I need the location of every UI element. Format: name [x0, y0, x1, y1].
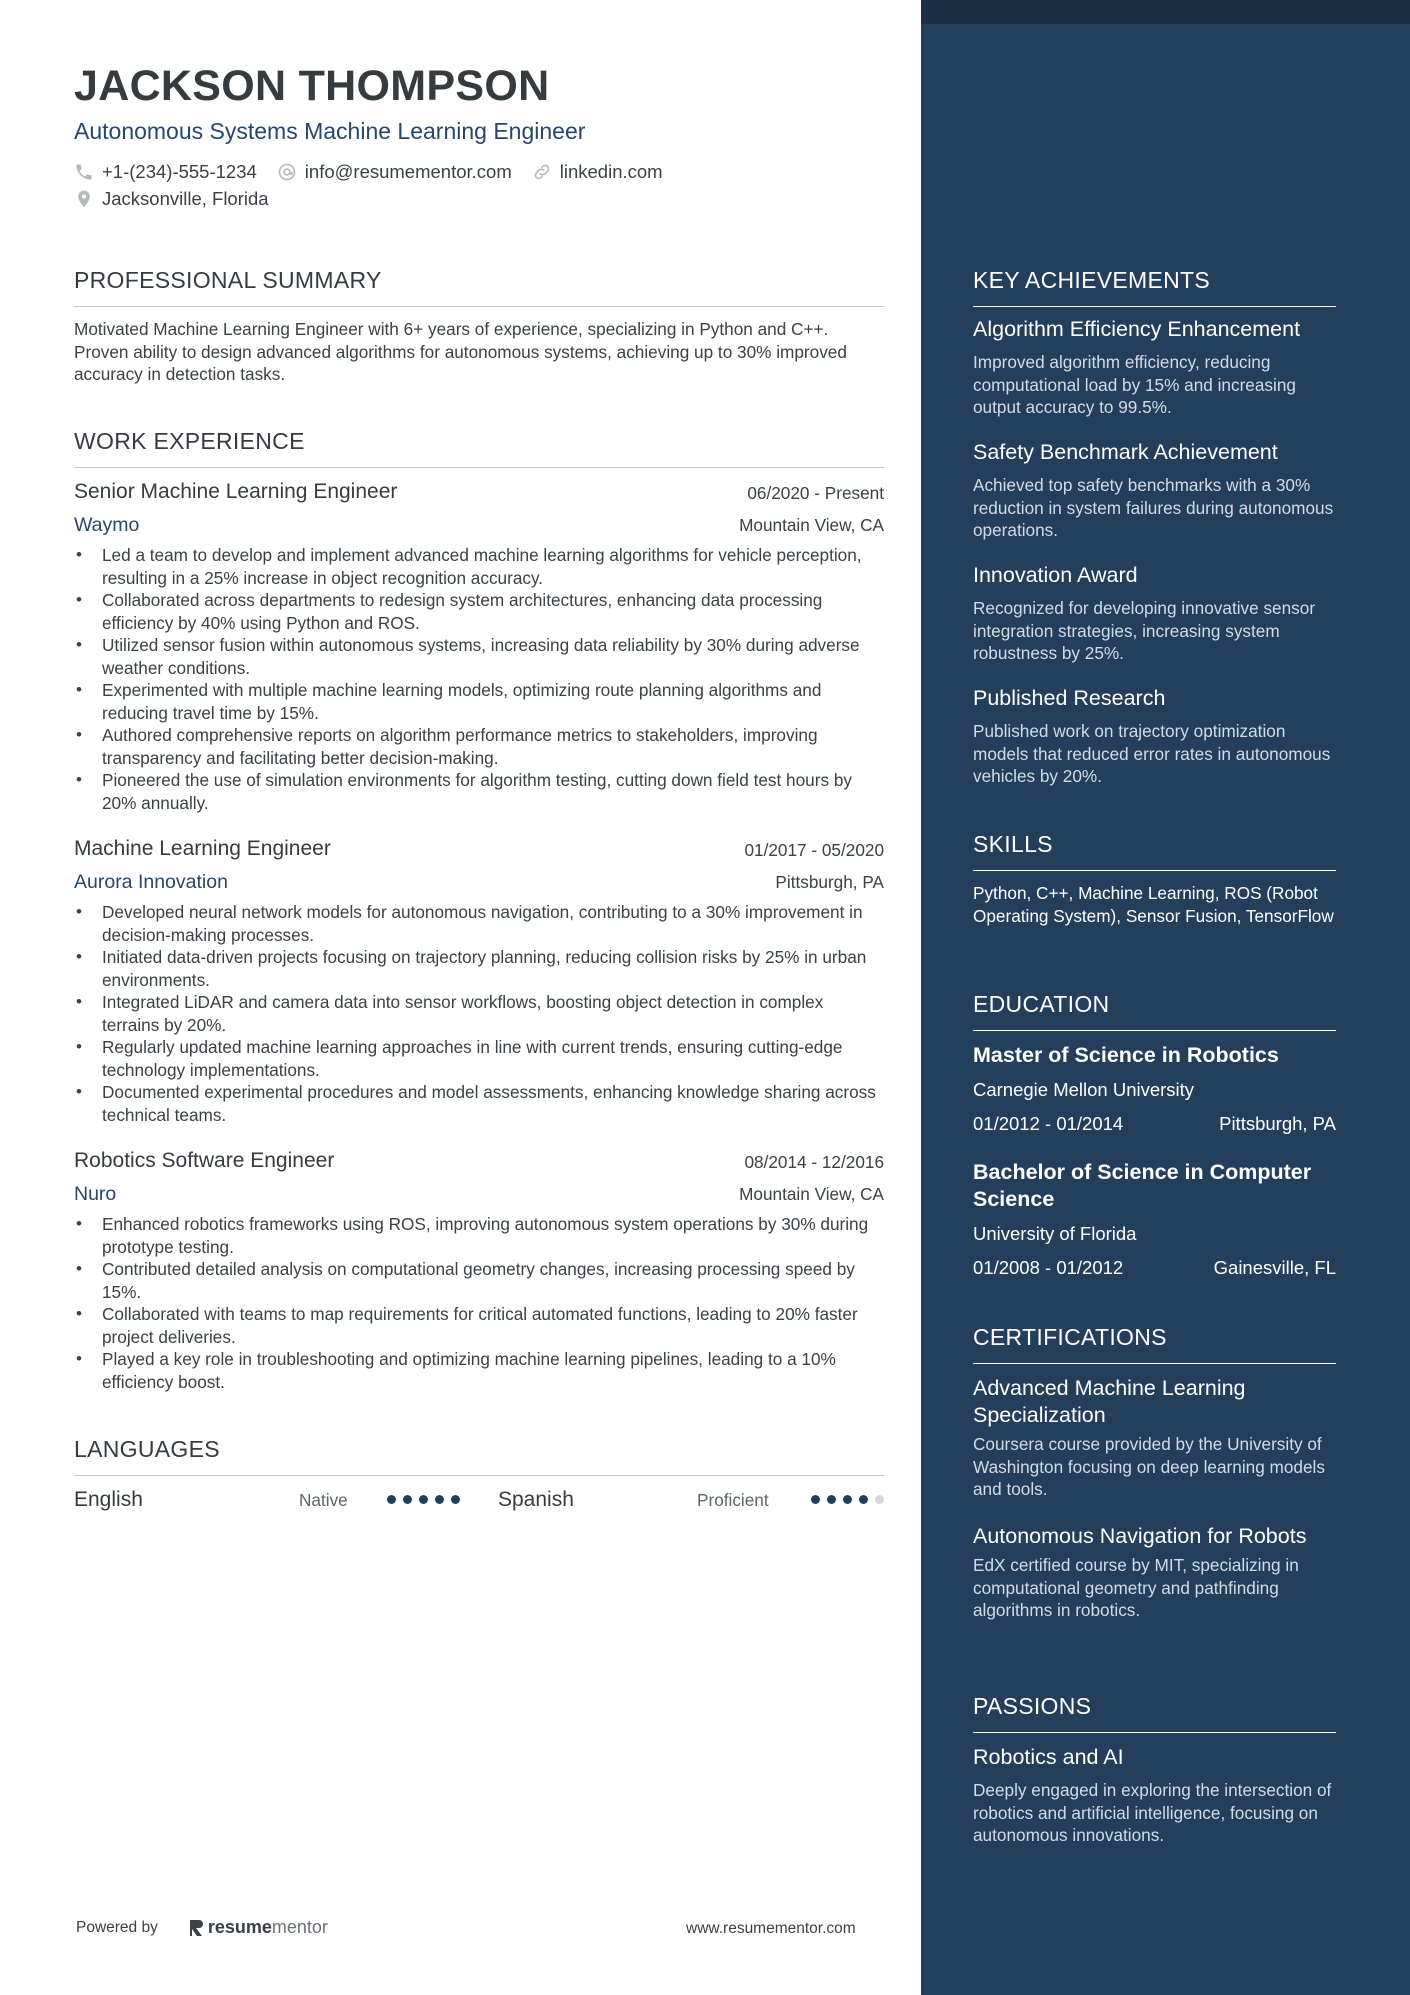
skills-list: [973, 882, 1336, 927]
job-dates: 01/2017 - 05/2020: [744, 840, 884, 860]
education-item: [973, 1159, 1336, 1281]
education-item: [973, 1042, 1336, 1137]
education-school: Carnegie Mellon University: [973, 1079, 1195, 1100]
job-bullet: • Experimented with multiple machine learning models, optimizing route planning algorithms and reducing travel time by 15%.: [74, 679, 884, 724]
job-bullet: • Documented experimental procedures and model assessments, enhancing knowledge sharing across technical teams.: [74, 1081, 884, 1126]
passions-title: PASSIONS: [973, 1693, 1336, 1733]
job-bullets: [74, 544, 884, 814]
job-role: Machine Learning Engineer: [74, 837, 331, 860]
education-dates: 01/2008 - 01/2012: [973, 1257, 1124, 1278]
achievement-item: [973, 685, 1336, 788]
job-company: Nuro: [74, 1183, 117, 1205]
education-degree: Master of Science in Robotics: [973, 1043, 1279, 1067]
passion-text: Deeply engaged in exploring the intersection of robotics and artificial intelligence, focusing on autonomous innovations.: [973, 1780, 1332, 1845]
languages-title: LANGUAGES: [74, 1436, 884, 1476]
education-title: EDUCATION: [973, 991, 1336, 1031]
rating-dot-filled: [811, 1495, 820, 1504]
rating-dot-empty: [875, 1495, 884, 1504]
candidate-title: Autonomous Systems Machine Learning Engineer: [74, 118, 586, 144]
job-company: Waymo: [74, 514, 140, 536]
job-bullet: • Collaborated across departments to redesign system architectures, enhancing data processing efficiency by 40% using Python and ROS.: [74, 589, 884, 634]
language-rating: [387, 1495, 467, 1504]
sidebar-topbar: [921, 0, 1410, 24]
contact-location: [74, 188, 269, 210]
languages-row: [74, 1484, 884, 1516]
rating-dot-filled: [843, 1495, 852, 1504]
job-role: Robotics Software Engineer: [74, 1149, 335, 1172]
job-bullet: • Utilized sensor fusion within autonomous systems, increasing data reliability by 30% during adverse weather conditions.: [74, 634, 884, 679]
contact-email[interactable]: [277, 161, 512, 183]
job-company: Aurora Innovation: [74, 871, 228, 893]
contact-phone[interactable]: [74, 161, 257, 183]
job-bullet: • Pioneered the use of simulation environments for algorithm testing, cutting down field test hours by 20% annually.: [74, 769, 884, 814]
certification-text: Coursera course provided by the University of Washington focusing on deep learning models and tools.: [973, 1434, 1325, 1499]
experience-title: WORK EXPERIENCE: [74, 428, 884, 468]
language-level: Native: [299, 1490, 348, 1510]
job-bullets: [74, 1213, 884, 1393]
rating-dot-filled: [859, 1495, 868, 1504]
achievement-heading: Innovation Award: [973, 563, 1138, 587]
certification-item: [973, 1375, 1336, 1501]
rating-dot-filled: [451, 1495, 460, 1504]
location-text: Jacksonville, Florida: [102, 188, 269, 209]
achievement-heading: Algorithm Efficiency Enhancement: [973, 317, 1301, 341]
job-bullet: • Integrated LiDAR and camera data into sensor workflows, boosting object detection in complex terrains by 20%.: [74, 991, 884, 1036]
brand-bold: resume: [207, 1917, 272, 1937]
brand-light: mentor: [271, 1917, 328, 1937]
job-bullet: • Initiated data-driven projects focusing on trajectory planning, reducing collision risks by 25% in urban environments.: [74, 946, 884, 991]
passion-heading: Robotics and AI: [973, 1745, 1124, 1769]
job-entry-waymo: [74, 480, 884, 814]
location-pin-icon: [74, 189, 94, 209]
job-bullets: [74, 901, 884, 1126]
language-item-english: [74, 1484, 474, 1516]
contact-row: [74, 161, 683, 183]
job-bullet: • Regularly updated machine learning approaches in line with current trends, ensuring cutting-edge technology implementations.: [74, 1036, 884, 1081]
job-bullet: • Collaborated with teams to map requirements for critical automated functions, leading to 20% faster project deliveries.: [74, 1303, 884, 1348]
language-level: Proficient: [697, 1490, 769, 1510]
certification-text: EdX certified course by MIT, specializing in computational geometry and pathfinding algorithms in robotics.: [973, 1555, 1299, 1620]
education-degree: Bachelor of Science in Computer Science: [973, 1160, 1312, 1211]
powered-by-text: Powered by: [76, 1918, 158, 1936]
rating-dot-filled: [419, 1495, 428, 1504]
job-bullet: • Contributed detailed analysis on computational geometry changes, increasing processing speed by 15%.: [74, 1258, 884, 1303]
summary-text: Motivated Machine Learning Engineer with 6+ years of experience, specializing in Python and C++. Proven ability to design advanced algorithms for autonomous systems, achieving up to 30% improved accuracy in detection tasks.: [74, 319, 847, 384]
phone-icon: [74, 162, 94, 182]
footer-website-link[interactable]: www.resumementor.com: [686, 1920, 856, 1937]
job-entry-aurora: [74, 837, 884, 1126]
language-name: English: [74, 1488, 143, 1511]
achievement-item: [973, 562, 1336, 665]
at-icon: [277, 162, 297, 182]
rating-dot-filled: [387, 1495, 396, 1504]
language-item-spanish: [498, 1484, 884, 1516]
footer-powered: [76, 1917, 328, 1938]
link-icon: [532, 162, 552, 182]
job-location: Mountain View, CA: [739, 1184, 884, 1204]
achievement-text: Published work on trajectory optimization models that reduced error rates in autonomous vehicles by 20%.: [973, 721, 1331, 786]
education-location: Pittsburgh, PA: [1219, 1113, 1336, 1134]
rating-dot-filled: [403, 1495, 412, 1504]
education-dates: 01/2012 - 01/2014: [973, 1113, 1124, 1134]
job-bullet: • Led a team to develop and implement advanced machine learning algorithms for vehicle perception, resulting in a 25% increase in object recognition accuracy.: [74, 544, 884, 589]
achievement-item: [973, 316, 1336, 419]
education-school: University of Florida: [973, 1223, 1137, 1244]
certification-item: [973, 1523, 1336, 1622]
achievement-heading: Published Research: [973, 686, 1166, 710]
achievement-text: Achieved top safety benchmarks with a 30% reduction in system failures during autonomous operations.: [973, 475, 1334, 540]
email-text: info@resumementor.com: [304, 161, 512, 182]
certification-heading: Autonomous Navigation for Robots: [973, 1524, 1307, 1548]
passion-item: [973, 1744, 1336, 1847]
job-entry-nuro: [74, 1149, 884, 1393]
job-bullet: • Developed neural network models for autonomous navigation, contributing to a 30% improvement in decision-making processes.: [74, 901, 884, 946]
job-location: Pittsburgh, PA: [775, 872, 884, 892]
skills-title: SKILLS: [973, 831, 1336, 871]
resumementor-logo-icon: [188, 1919, 204, 1937]
candidate-name: JACKSON THOMPSON: [74, 62, 550, 110]
skills-text: Python, C++, Machine Learning, ROS (Robot Operating System), Sensor Fusion, TensorFlow: [973, 883, 1334, 926]
rating-dot-filled: [435, 1495, 444, 1504]
achievement-text: Improved algorithm efficiency, reducing computational load by 15% and increasing output accuracy to 99.5%.: [973, 352, 1296, 417]
achievement-heading: Safety Benchmark Achievement: [973, 440, 1278, 464]
job-dates: 08/2014 - 12/2016: [744, 1152, 884, 1172]
job-bullet: • Authored comprehensive reports on algorithm performance metrics to stakeholders, improving transparency and facilitating better decision-making.: [74, 724, 884, 769]
job-bullet: • Enhanced robotics frameworks using ROS, improving autonomous system operations by 30% during prototype testing.: [74, 1213, 884, 1258]
achievements-title: KEY ACHIEVEMENTS: [973, 267, 1336, 307]
job-dates: 06/2020 - Present: [747, 483, 884, 503]
contact-linkedin[interactable]: [532, 161, 663, 183]
achievement-text: Recognized for developing innovative sensor integration strategies, increasing system robustness by 25%.: [973, 598, 1316, 663]
certification-heading: Advanced Machine Learning Specialization: [973, 1376, 1246, 1427]
language-name: Spanish: [498, 1488, 574, 1511]
achievement-item: [973, 439, 1336, 542]
certifications-title: CERTIFICATIONS: [973, 1324, 1336, 1364]
summary-title: PROFESSIONAL SUMMARY: [74, 267, 884, 307]
contact-row-location: [74, 188, 289, 210]
job-role: Senior Machine Learning Engineer: [74, 480, 398, 503]
education-location: Gainesville, FL: [1213, 1257, 1336, 1278]
rating-dot-filled: [827, 1495, 836, 1504]
language-rating: [811, 1495, 891, 1504]
phone-text: +1-(234)-555-1234: [102, 161, 257, 182]
footer-brand-logo[interactable]: [188, 1917, 328, 1938]
linkedin-text: linkedin.com: [559, 161, 663, 182]
job-bullet: • Played a key role in troubleshooting and optimizing machine learning pipelines, leading to a 10% efficiency boost.: [74, 1348, 884, 1393]
job-location: Mountain View, CA: [739, 515, 884, 535]
